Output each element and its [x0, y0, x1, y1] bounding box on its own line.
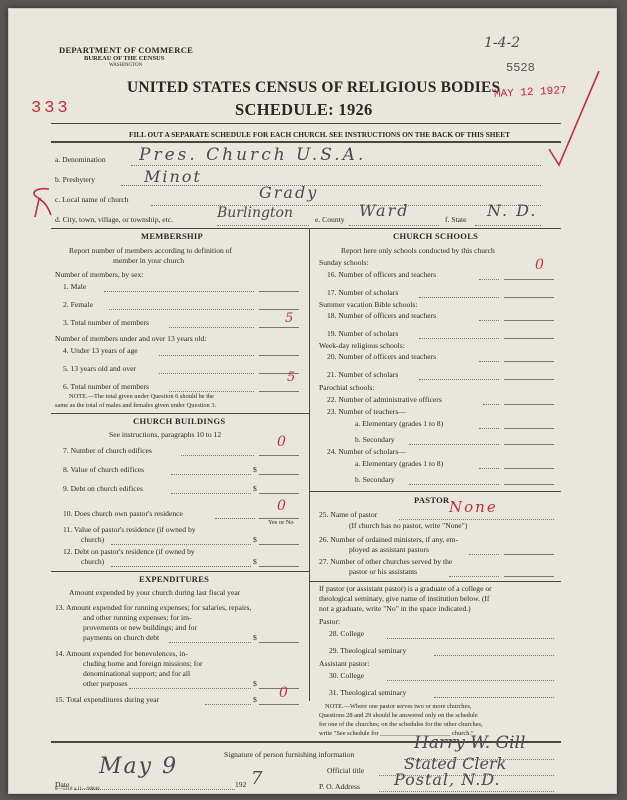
denomination-value: Pres. Church U.S.A.: [139, 145, 367, 165]
q21-label: 21. Number of scholars: [327, 370, 399, 379]
form-title: UNITED STATES CENSUS OF RELIGIOUS BODIES: [127, 79, 501, 96]
state-label: f. State: [445, 215, 467, 224]
q11-label-2: church): [81, 535, 105, 544]
q14-line-4: other purposes: [83, 679, 128, 688]
q25-note: (If church has no pastor, write "None"): [349, 521, 468, 530]
q23-label: 23. Number of teachers—: [327, 407, 406, 416]
q22-label: 22. Number of administrative officers: [327, 395, 442, 404]
q9-dollar: $: [253, 484, 257, 493]
sunday-label: Sunday schools:: [319, 258, 369, 267]
local-name-value: Grady: [259, 183, 319, 202]
membership-intro-1: Report number of members according to definition of: [69, 246, 233, 255]
q13-line-2: and other running expenses; for im-: [83, 613, 192, 622]
denomination-label: a. Denomination: [55, 155, 106, 164]
q18-label: 18. Number of officers and teachers: [327, 311, 437, 320]
q4-under13-label: 4. Under 13 years of age: [63, 346, 138, 355]
county-value: Ward: [359, 201, 410, 220]
pastor-note-1: NOTE.—Where one pastor serves two or more churches,: [325, 703, 472, 710]
q10-residence-value: 0: [277, 498, 286, 514]
official-title-label: Official title: [327, 766, 365, 775]
pastor-label: Pastor:: [319, 617, 341, 626]
q25-label: 25. Name of pastor: [319, 510, 378, 519]
signature-value: Harry W. Gill: [414, 733, 526, 753]
instruction-line: FILL OUT A SEPARATE SCHEDULE FOR EACH CHURCH. SEE INSTRUCTIONS ON THE BACK OF THIS SHEET: [129, 130, 511, 139]
q24a-label: a. Elementary (grades 1 to 8): [355, 459, 444, 468]
q7-edifices-value: 0: [277, 434, 286, 450]
membership-note-1: NOTE.—The total given under Question 6 should be the: [69, 393, 215, 400]
q28-label: 28. College: [329, 629, 365, 638]
city-value: Burlington: [217, 205, 294, 221]
q26-line-1: 26. Number of ordained ministers, if any, em-: [319, 535, 459, 544]
presbytery-label: b. Presbytery: [55, 175, 96, 184]
q13-line-3: provements or new buildings; and for: [83, 623, 198, 632]
q17-label: 17. Number of scholars: [327, 288, 399, 297]
membership-heading: MEMBERSHIP: [141, 231, 204, 241]
local-name-label: c. Local name of church: [55, 195, 129, 204]
bureau-label: BUREAU OF THE CENSUS: [84, 55, 165, 62]
red-serial-number: 333: [31, 99, 71, 118]
received-stamp: MAY 12 1927: [493, 85, 567, 101]
grad-note-1: If pastor (or assistant pastor) is a graduate of a college or: [319, 584, 492, 593]
q26-line-2: ployed as assistant pastors: [349, 545, 429, 554]
year-value: 7: [251, 768, 263, 789]
q23a-label: a. Elementary (grades 1 to 8): [355, 419, 444, 428]
q15-total-label: 15. Total expenditures during year: [55, 695, 160, 704]
q3-total-label: 3. Total number of members: [63, 318, 150, 327]
q20-label: 20. Number of officers and teachers: [327, 352, 437, 361]
q30-label: 30. College: [329, 671, 365, 680]
pastor-heading: PASTOR: [414, 495, 450, 505]
q1-male-label: 1. Male: [63, 282, 87, 291]
parochial-label: Parochial schools:: [319, 383, 375, 392]
department-label: DEPARTMENT OF COMMERCE: [59, 45, 194, 55]
summer-label: Summer vacation Bible schools:: [319, 300, 418, 309]
schools-heading: CHURCH SCHOOLS: [393, 231, 479, 241]
signature-label: Signature of person furnishing information: [224, 750, 355, 759]
buildings-intro: See instructions, paragraphs 10 to 12: [109, 430, 222, 439]
form-number: 8—5318 a 11—9084d: [55, 787, 100, 792]
buildings-heading: CHURCH BUILDINGS: [133, 416, 226, 426]
census-schedule-form: [8, 8, 617, 794]
pastor-note-3: for one of the churches; on the schedules for the other churches,: [319, 721, 483, 728]
expenditures-heading: EXPENDITURES: [139, 574, 210, 584]
q10-residence-label: 10. Does church own pastor's residence: [63, 509, 183, 518]
q15-total-value: 0: [279, 685, 288, 701]
grad-note-2: theological seminary, give name of institution below. (If: [319, 594, 490, 603]
q12-label-1: 12. Debt on pastor's residence (if owned by: [63, 547, 195, 556]
q19-label: 19. Number of scholars: [327, 329, 399, 338]
q16-value: 0: [535, 257, 544, 273]
q3-total-value: 5: [285, 311, 294, 326]
q14-line-3: denominational support; and for all: [83, 669, 191, 678]
red-check-icon: [544, 69, 604, 169]
county-label: e. County: [315, 215, 345, 224]
q31-label: 31. Theological seminary: [329, 688, 407, 697]
q14-line-1: 14. Amount expended for benevolences, in-: [55, 649, 188, 658]
top-note: 1-4-2: [484, 35, 521, 51]
membership-intro-2: member in your church: [113, 256, 185, 265]
q12-label-2: church): [81, 557, 105, 566]
address-value: Postal, N.D.: [394, 770, 501, 789]
pastor-note-4: write "See schedule for ______________________ church.": [319, 730, 474, 737]
membership-note-2: same as the total of males and females given under Question 3.: [55, 402, 217, 409]
q6-total-label: 6. Total number of members: [63, 382, 150, 391]
q16-label: 16. Number of officers and teachers: [327, 270, 437, 279]
q12-dollar: $: [253, 557, 257, 566]
q2-female-label: 2. Female: [63, 300, 93, 309]
q13-line-4: payments on church debt: [83, 633, 160, 642]
q11-dollar: $: [253, 535, 257, 544]
expenditures-intro: Amount expended by your church during last fiscal year: [69, 588, 241, 597]
q15-dollar: $: [253, 695, 257, 704]
date-value: May 9: [99, 754, 179, 779]
q5-over13-label: 5. 13 years old and over: [63, 364, 136, 373]
presbytery-value: Minot: [144, 167, 202, 186]
q8-value-label: 8. Value of church edifices: [63, 465, 145, 474]
q6-total-value: 5: [287, 370, 296, 385]
age-intro-label: Number of members under and over 13 years old:: [55, 334, 207, 343]
date-label: Date: [55, 780, 70, 789]
q27-line-1: 27. Number of other churches served by the: [319, 557, 453, 566]
q23b-label: b. Secondary: [355, 435, 395, 444]
official-title-value: Stated Clerk: [404, 754, 507, 773]
q11-label-1: 11. Value of pastor's residence (if owned by: [63, 525, 196, 534]
q24b-label: b. Secondary: [355, 475, 395, 484]
q25-value: None: [449, 498, 498, 516]
q29-label: 29. Theological seminary: [329, 646, 407, 655]
city-label: WASHINGTON: [109, 63, 143, 68]
red-bracket-mark-icon: [25, 181, 55, 221]
q14-line-2: cluding home and foreign missions; for: [83, 659, 203, 668]
q9-debt-label: 9. Debt on church edifices: [63, 484, 143, 493]
pastor-note-2: Questions 28 and 29 should be answered only on the schedule: [319, 712, 478, 719]
grad-note-3: not a graduate, write "No" in the space indicated.): [319, 604, 471, 613]
yes-no-label: Yes or No: [268, 519, 294, 526]
by-sex-label: Number of members, by sex:: [55, 270, 144, 279]
year-label: 192: [235, 780, 247, 789]
city-label-d: d. City, town, village, or township, etc.: [55, 215, 174, 224]
q27-line-2: pastor or his assistants: [349, 567, 418, 576]
assistant-pastor-label: Assistant pastor:: [319, 659, 370, 668]
q14-dollar: $: [253, 679, 257, 688]
q13-dollar: $: [253, 633, 257, 642]
weekday-label: Week-day religious schools:: [319, 341, 405, 350]
file-number: 5528: [506, 61, 535, 75]
q13-line-1: 13. Amount expended for running expenses; for salaries, repairs,: [55, 603, 252, 612]
q8-dollar: $: [253, 465, 257, 474]
address-label: P. O. Address: [319, 782, 360, 791]
q24-label: 24. Number of scholars—: [327, 447, 406, 456]
schedule-title: SCHEDULE: 1926: [235, 100, 373, 119]
schools-intro: Report here only schools conducted by this church: [341, 246, 495, 255]
state-value: N. D.: [487, 201, 538, 220]
q7-edifices-label: 7. Number of church edifices: [63, 446, 152, 455]
